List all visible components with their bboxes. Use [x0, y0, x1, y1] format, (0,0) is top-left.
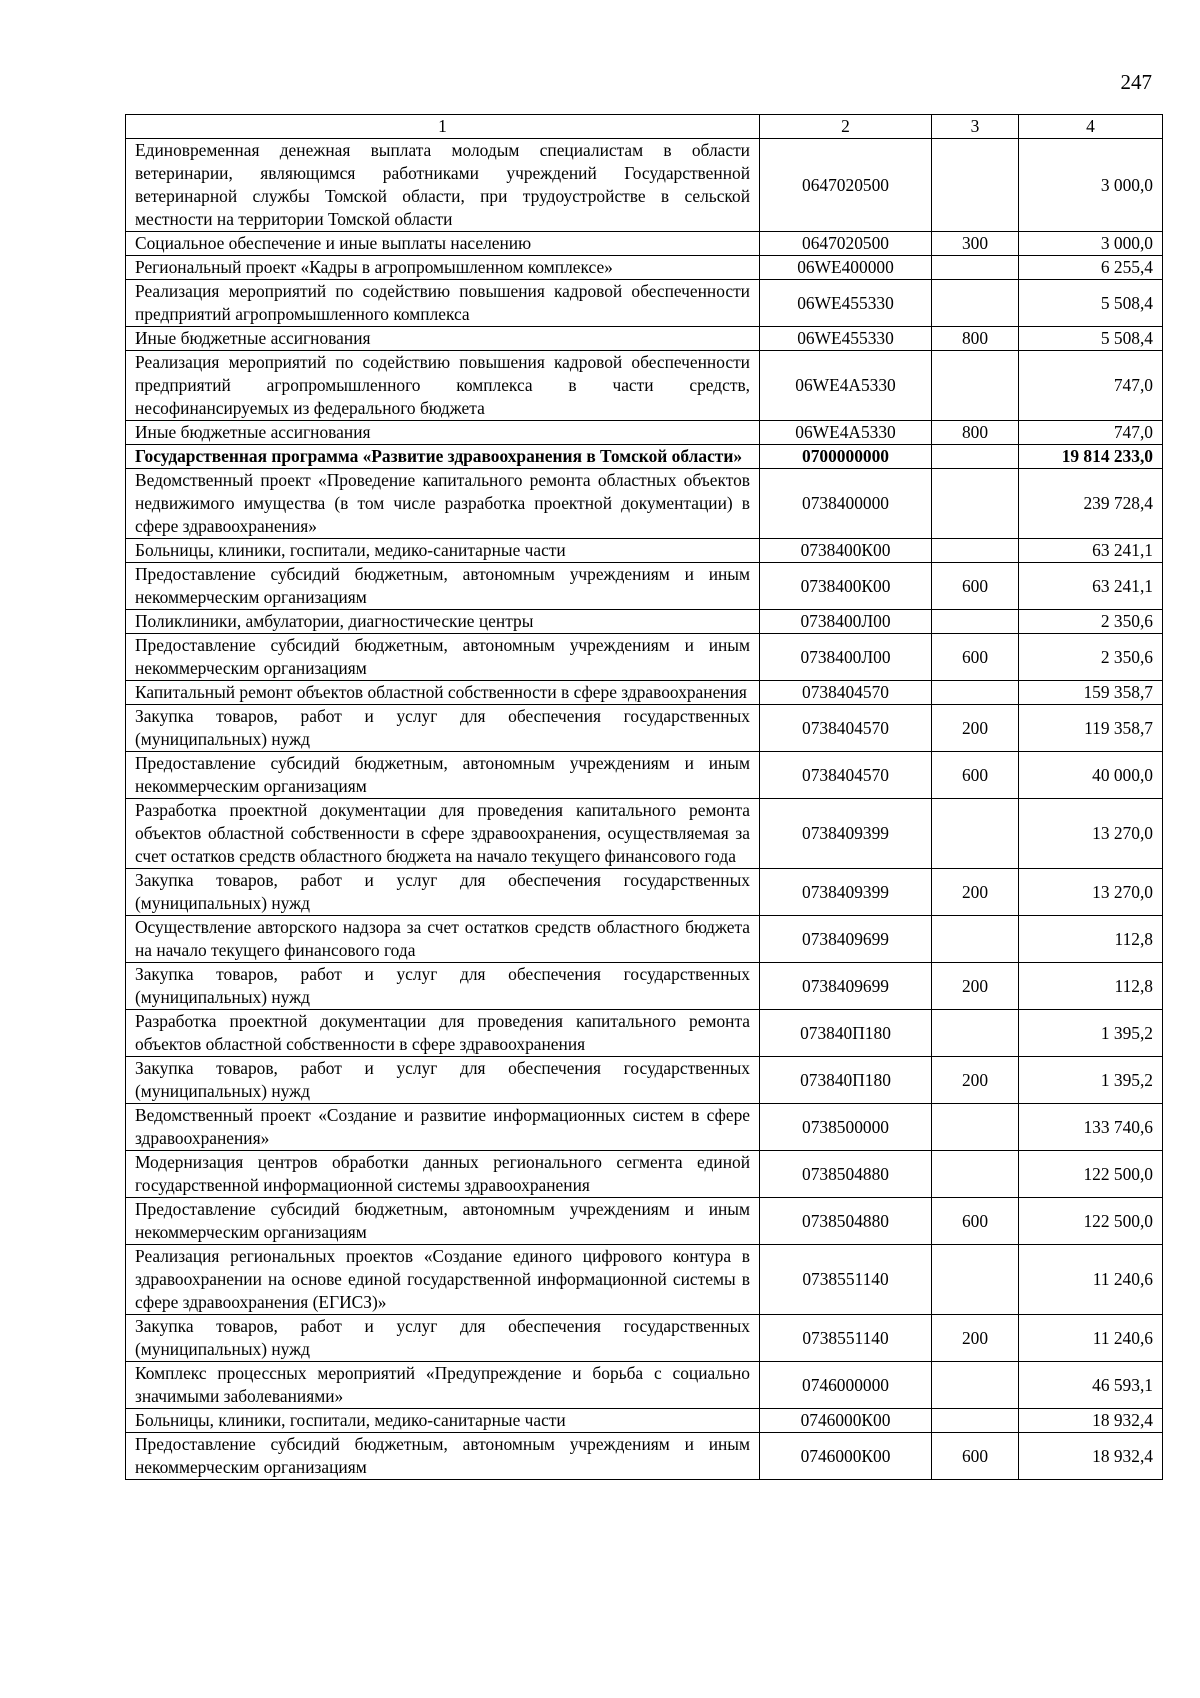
row-code-cell: 0647020500: [760, 139, 932, 232]
row-amount-cell: 1 395,2: [1019, 1057, 1163, 1104]
row-code-cell: 0738409699: [760, 916, 932, 963]
table-row: [126, 916, 1163, 963]
row-code-cell: 06WE400000: [760, 256, 932, 280]
row-code-cell: 0738400Л00: [760, 634, 932, 681]
row-code-cell: 0738551140: [760, 1245, 932, 1315]
column-header: 4: [1019, 115, 1163, 139]
table-row: [126, 256, 1163, 280]
row-amount-cell: 11 240,6: [1019, 1315, 1163, 1362]
row-amount-cell: 112,8: [1019, 963, 1163, 1010]
row-name-cell: Закупка товаров, работ и услуг для обеспечения государственных (муниципальных) нужд: [126, 869, 760, 916]
row-code-cell: 0738404570: [760, 752, 932, 799]
row-type-cell: [932, 539, 1019, 563]
row-type-cell: [932, 799, 1019, 869]
row-amount-cell: 2 350,6: [1019, 610, 1163, 634]
row-amount-cell: 13 270,0: [1019, 799, 1163, 869]
row-name-cell: Закупка товаров, работ и услуг для обеспечения государственных (муниципальных) нужд: [126, 705, 760, 752]
page-number: 247: [1120, 70, 1152, 94]
row-type-cell: 800: [932, 421, 1019, 445]
row-name-cell: Реализация региональных проектов «Создание единого цифрового контура в здравоохранении на основе единой государственной информационной системы в сфере здравоохранения (ЕГИСЗ)»: [126, 1245, 760, 1315]
table-row: [126, 1151, 1163, 1198]
row-amount-cell: 11 240,6: [1019, 1245, 1163, 1315]
row-amount-cell: 46 593,1: [1019, 1362, 1163, 1409]
row-code-cell: 0738400000: [760, 469, 932, 539]
row-code-cell: 0647020500: [760, 232, 932, 256]
row-code-cell: 0746000К00: [760, 1409, 932, 1433]
row-name-cell: Закупка товаров, работ и услуг для обеспечения государственных (муниципальных) нужд: [126, 1315, 760, 1362]
column-header: 2: [760, 115, 932, 139]
row-type-cell: [932, 1362, 1019, 1409]
row-type-cell: 600: [932, 634, 1019, 681]
table-row: [126, 610, 1163, 634]
table-row: [126, 280, 1163, 327]
row-name-cell: Больницы, клиники, госпитали, медико-санитарные части: [126, 539, 760, 563]
row-code-cell: 0738551140: [760, 1315, 932, 1362]
row-code-cell: 0738409699: [760, 963, 932, 1010]
row-name-cell: Единовременная денежная выплата молодым специалистам в области ветеринарии, являющимся работниками учреждений Государственной ветеринарной службы Томской области, при трудоустройстве в сельской местности на территории Томской области: [126, 139, 760, 232]
row-type-cell: 800: [932, 327, 1019, 351]
row-name-cell: Иные бюджетные ассигнования: [126, 421, 760, 445]
row-type-cell: 200: [932, 705, 1019, 752]
row-type-cell: [932, 1010, 1019, 1057]
row-type-cell: [932, 1151, 1019, 1198]
row-amount-cell: 122 500,0: [1019, 1198, 1163, 1245]
table-row: [126, 1010, 1163, 1057]
row-name-cell: Предоставление субсидий бюджетным, автономным учреждениям и иным некоммерческим организациям: [126, 563, 760, 610]
row-type-cell: 600: [932, 1433, 1019, 1480]
table-row: [126, 469, 1163, 539]
row-name-cell: Предоставление субсидий бюджетным, автономным учреждениям и иным некоммерческим организациям: [126, 634, 760, 681]
row-type-cell: [932, 139, 1019, 232]
row-type-cell: [932, 610, 1019, 634]
row-name-cell: Иные бюджетные ассигнования: [126, 327, 760, 351]
table-row: [126, 445, 1163, 469]
table-row: [126, 232, 1163, 256]
row-name-cell: Ведомственный проект «Создание и развитие информационных систем в сфере здравоохранения»: [126, 1104, 760, 1151]
row-code-cell: 0738400К00: [760, 563, 932, 610]
row-code-cell: 0738400К00: [760, 539, 932, 563]
row-type-cell: [932, 1245, 1019, 1315]
table-row: [126, 1433, 1163, 1480]
row-name-cell: Предоставление субсидий бюджетным, автономным учреждениям и иным некоммерческим организациям: [126, 752, 760, 799]
row-type-cell: [932, 1409, 1019, 1433]
table-row: [126, 1409, 1163, 1433]
row-code-cell: 073840П180: [760, 1010, 932, 1057]
table-row: [126, 563, 1163, 610]
row-name-cell: Модернизация центров обработки данных регионального сегмента единой государственной информационной системы здравоохранения: [126, 1151, 760, 1198]
row-type-cell: 600: [932, 563, 1019, 610]
row-amount-cell: 133 740,6: [1019, 1104, 1163, 1151]
row-type-cell: [932, 469, 1019, 539]
row-code-cell: 06WE455330: [760, 327, 932, 351]
row-name-cell: Поликлиники, амбулатории, диагностические центры: [126, 610, 760, 634]
table-row: [126, 752, 1163, 799]
row-code-cell: 06WE455330: [760, 280, 932, 327]
row-amount-cell: 63 241,1: [1019, 539, 1163, 563]
row-code-cell: 0746000К00: [760, 1433, 932, 1480]
row-type-cell: [932, 280, 1019, 327]
row-code-cell: 06WE4A5330: [760, 421, 932, 445]
row-code-cell: 0738404570: [760, 705, 932, 752]
row-type-cell: 600: [932, 752, 1019, 799]
table-row: [126, 1315, 1163, 1362]
row-code-cell: 0738400Л00: [760, 610, 932, 634]
row-name-cell: Закупка товаров, работ и услуг для обеспечения государственных (муниципальных) нужд: [126, 963, 760, 1010]
row-name-cell: Реализация мероприятий по содействию повышения кадровой обеспеченности предприятий агропромышленного комплекса в части средств, несофинансируемых из федерального бюджета: [126, 351, 760, 421]
row-code-cell: 0738500000: [760, 1104, 932, 1151]
row-amount-cell: 19 814 233,0: [1019, 445, 1163, 469]
row-amount-cell: 63 241,1: [1019, 563, 1163, 610]
row-code-cell: 06WE4A5330: [760, 351, 932, 421]
table-row: [126, 539, 1163, 563]
row-amount-cell: 112,8: [1019, 916, 1163, 963]
row-code-cell: 0738404570: [760, 681, 932, 705]
row-type-cell: [932, 1104, 1019, 1151]
row-name-cell: Разработка проектной документации для проведения капитального ремонта объектов областной собственности в сфере здравоохранения: [126, 1010, 760, 1057]
row-type-cell: 200: [932, 1315, 1019, 1362]
row-name-cell: Капитальный ремонт объектов областной собственности в сфере здравоохранения: [126, 681, 760, 705]
row-name-cell: Разработка проектной документации для проведения капитального ремонта объектов областной собственности в сфере здравоохранения, осуществляемая за счет остатков средств областного бюджета на начало текущего финансового года: [126, 799, 760, 869]
row-type-cell: 200: [932, 869, 1019, 916]
row-name-cell: Региональный проект «Кадры в агропромышленном комплексе»: [126, 256, 760, 280]
row-amount-cell: 239 728,4: [1019, 469, 1163, 539]
row-amount-cell: 747,0: [1019, 421, 1163, 445]
row-code-cell: 0700000000: [760, 445, 932, 469]
row-amount-cell: 2 350,6: [1019, 634, 1163, 681]
row-amount-cell: 3 000,0: [1019, 232, 1163, 256]
table-row: [126, 327, 1163, 351]
row-name-cell: Осуществление авторского надзора за счет остатков средств областного бюджета на начало текущего финансового года: [126, 916, 760, 963]
row-amount-cell: 1 395,2: [1019, 1010, 1163, 1057]
table-row: [126, 963, 1163, 1010]
row-amount-cell: 40 000,0: [1019, 752, 1163, 799]
row-type-cell: 300: [932, 232, 1019, 256]
table-row: [126, 139, 1163, 232]
table-row: [126, 1245, 1163, 1315]
row-amount-cell: 6 255,4: [1019, 256, 1163, 280]
budget-table: [125, 114, 1163, 1480]
table-row: [126, 799, 1163, 869]
row-type-cell: 200: [932, 963, 1019, 1010]
table-row: [126, 351, 1163, 421]
row-amount-cell: 119 358,7: [1019, 705, 1163, 752]
table-row: [126, 634, 1163, 681]
row-name-cell: Государственная программа «Развитие здравоохранения в Томской области»: [126, 445, 760, 469]
row-type-cell: [932, 445, 1019, 469]
row-code-cell: 0738409399: [760, 799, 932, 869]
row-name-cell: Предоставление субсидий бюджетным, автономным учреждениям и иным некоммерческим организациям: [126, 1433, 760, 1480]
column-header: 1: [126, 115, 760, 139]
table-row: [126, 421, 1163, 445]
row-type-cell: 200: [932, 1057, 1019, 1104]
table-row: [126, 1198, 1163, 1245]
column-header: 3: [932, 115, 1019, 139]
row-amount-cell: 3 000,0: [1019, 139, 1163, 232]
header-row: [126, 115, 1163, 139]
row-type-cell: [932, 351, 1019, 421]
row-code-cell: 073840П180: [760, 1057, 932, 1104]
row-amount-cell: 18 932,4: [1019, 1433, 1163, 1480]
row-type-cell: [932, 916, 1019, 963]
row-code-cell: 0746000000: [760, 1362, 932, 1409]
row-type-cell: [932, 681, 1019, 705]
row-code-cell: 0738504880: [760, 1198, 932, 1245]
row-name-cell: Предоставление субсидий бюджетным, автономным учреждениям и иным некоммерческим организациям: [126, 1198, 760, 1245]
row-amount-cell: 5 508,4: [1019, 280, 1163, 327]
row-amount-cell: 18 932,4: [1019, 1409, 1163, 1433]
row-type-cell: [932, 256, 1019, 280]
row-code-cell: 0738504880: [760, 1151, 932, 1198]
row-amount-cell: 159 358,7: [1019, 681, 1163, 705]
table-row: [126, 681, 1163, 705]
row-name-cell: Комплекс процессных мероприятий «Предупреждение и борьба с социально значимыми заболеваниями»: [126, 1362, 760, 1409]
row-amount-cell: 5 508,4: [1019, 327, 1163, 351]
row-name-cell: Закупка товаров, работ и услуг для обеспечения государственных (муниципальных) нужд: [126, 1057, 760, 1104]
row-name-cell: Реализация мероприятий по содействию повышения кадровой обеспеченности предприятий агропромышленного комплекса: [126, 280, 760, 327]
table-row: [126, 1057, 1163, 1104]
row-amount-cell: 747,0: [1019, 351, 1163, 421]
table-row: [126, 869, 1163, 916]
row-name-cell: Социальное обеспечение и иные выплаты населению: [126, 232, 760, 256]
table-row: [126, 705, 1163, 752]
row-amount-cell: 122 500,0: [1019, 1151, 1163, 1198]
row-type-cell: 600: [932, 1198, 1019, 1245]
row-code-cell: 0738409399: [760, 869, 932, 916]
row-amount-cell: 13 270,0: [1019, 869, 1163, 916]
row-name-cell: Ведомственный проект «Проведение капитального ремонта областных объектов недвижимого имущества (в том числе разработка проектной документации) в сфере здравоохранения»: [126, 469, 760, 539]
table-row: [126, 1104, 1163, 1151]
table-row: [126, 1362, 1163, 1409]
row-name-cell: Больницы, клиники, госпитали, медико-санитарные части: [126, 1409, 760, 1433]
